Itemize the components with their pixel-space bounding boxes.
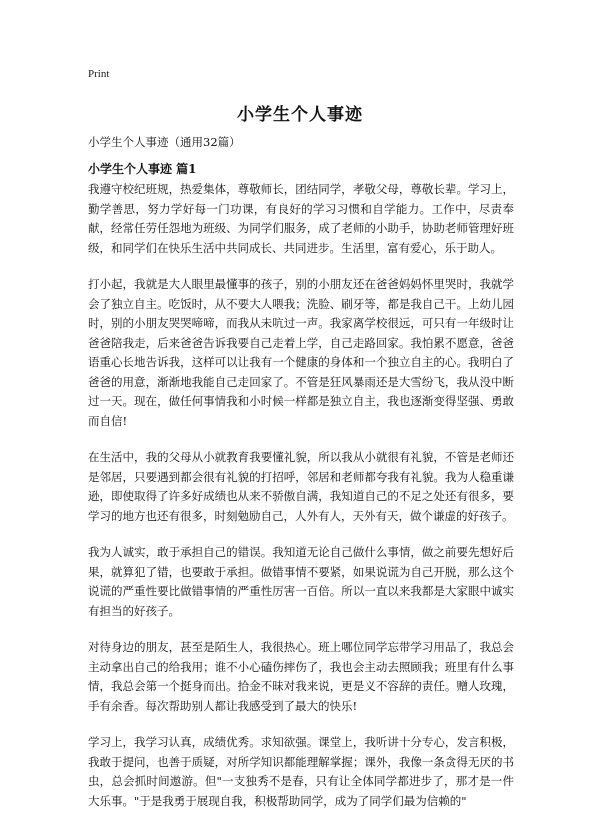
- page-title: 小学生个人事迹: [237, 105, 363, 125]
- paragraph-1: 我遵守校纪班规，热爱集体，尊敬师长，团结同学，孝敬父母，尊敬长辈。学习上，勤学善思，努力学好每一门功课，有良好的学习习惯和自学能力。工作中，尽责奉献，经常任劳任怨地为班级、为同学们服务，成了老师的小助手，协助老师管理好班级，和同学们在快乐生活中共同成长、共同进步。生活里，富有爱心，乐于助人。: [88, 182, 514, 255]
- section-heading: 小学生个人事迹 篇1: [88, 162, 197, 176]
- paragraph-3: 在生活中，我的父母从小就教育我要懂礼貌，所以我从小就很有礼貌，不管是老师还是邻居，只要遇到都会很有礼貌的打招呼，邻居和老师都夸我有礼貌。我为人稳重谦逊，即使取得了许多好成绩也从来不骄傲自满，我知道自己的不足之处还有很多，要学习的地方也还有很多，时刻勉励自己，人外有人，天外有天，做个谦虚的好孩子。: [88, 450, 514, 523]
- document-subtitle: 小学生个人事迹（通用32篇）: [88, 135, 241, 149]
- paragraph-6: 学习上，我学习认真，成绩优秀。求知欲强。课堂上，我听讲十分专心，发言积极，我敢于提问，也善于质疑，对所学知识都能理解掌握；课外，我像一条贪得无厌的书虫，总会抓时间遨游。但"一支独秀不是春，只有让全体同学都进步了，那才是一件大乐事。"于是我勇于展现自我，积极帮助同学，成为了同学们最为信赖的": [88, 735, 514, 808]
- article-body: [88, 180, 514, 828]
- paragraph-4: 我为人诚实，敢于承担自己的错误。我知道无论自己做什么事情，做之前要先想好后果，就算犯了错，也要敢于承担。做错事情不要紧，如果说谎为自己开脱，那么这个说谎的严重性要比做错事情的严重性厉害一百倍。所以一直以来我都是大家眼中诚实有担当的好孩子。: [88, 545, 514, 618]
- paragraph-5: 对待身边的朋友，甚至是陌生人，我很热心。班上哪位同学忘带学习用品了，我总会主动拿出自己的给我用；谁不小心磕伤摔伤了，我也会主动去照顾我；班里有什么事情，我总会第一个挺身而出。拾金不昧对我来说，更是义不容辞的责任。赠人玫瑰，手有余香。每次帮助别人都让我感受到了最大的快乐!: [88, 640, 514, 713]
- print-label[interactable]: Print: [88, 68, 110, 80]
- paragraph-2: 打小起，我就是大人眼里最懂事的孩子，别的小朋友还在爸爸妈妈怀里哭时，我就学会了独立自主。吃饭时，从不要大人喂我；洗脸、刷牙等，都是我自己干。上幼儿园时，别的小朋友哭哭啼啼，而我从未吭过一声。我家离学校很远，可只有一年级时让爸爸陪我走，后来爸爸告诉我要自己走着上学，自己走路回家。我怕累不愿意，爸爸语重心长地告诉我，这样可以让我有一个健康的身体和一个独立自主的心。我明白了爸爸的用意，渐渐地我能自己走回家了。不管是狂风暴雨还是大雪纷飞，我从没中断过一天。现在，做任何事情我和小时候一样都是独立自主，我也逐渐变得坚强、勇敢而自信!: [88, 277, 514, 428]
